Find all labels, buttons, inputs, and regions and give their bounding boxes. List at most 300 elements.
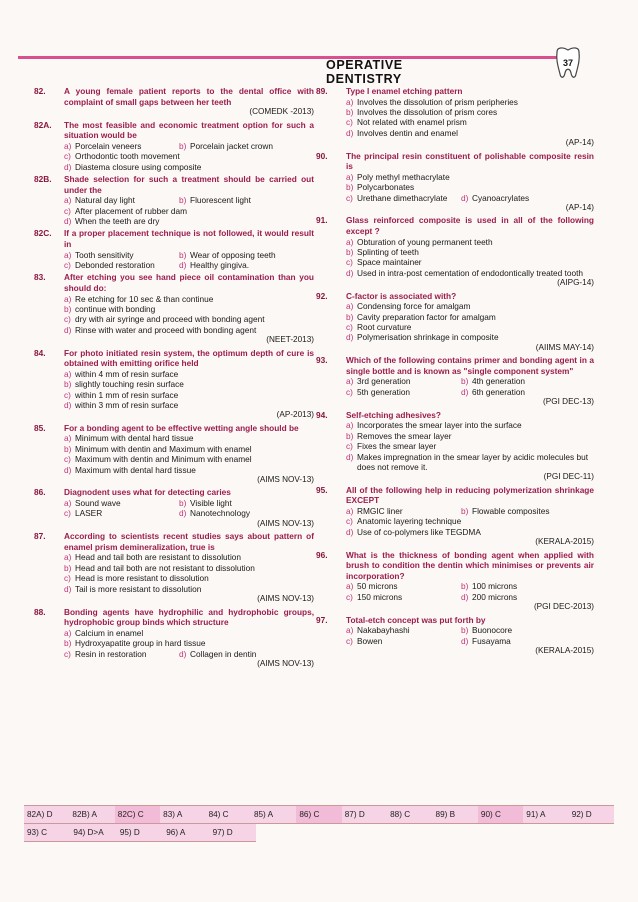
- option: [64, 649, 179, 659]
- option: [346, 107, 594, 117]
- option-text: Space maintainer: [357, 257, 422, 268]
- option-text: 50 microns: [357, 581, 398, 592]
- question-text: A young female patient reports to the dental office with complaint of small gaps between her teeth: [64, 86, 314, 107]
- question-number: 89.: [316, 86, 328, 96]
- option-text: Polymerisation shrinkage in composite: [357, 332, 499, 343]
- option: [346, 506, 461, 516]
- option-text: Nakabayhashi: [357, 625, 410, 636]
- option-text: Nanotechnology: [190, 508, 250, 519]
- answer-cell: 87) D: [344, 810, 365, 819]
- question-number: 82B.: [34, 174, 52, 184]
- option: [64, 508, 179, 518]
- option-text: 5th generation: [357, 386, 411, 397]
- option-text: Minimum with dentin and Maximum with enamel: [75, 443, 252, 454]
- option: [461, 581, 517, 591]
- option-text: When the teeth are dry: [75, 216, 160, 226]
- option-letter: a): [64, 552, 72, 563]
- option-letter: c): [64, 260, 71, 270]
- option-letter: b): [179, 140, 187, 151]
- option-text: Sound wave: [75, 498, 121, 509]
- option-letter: a): [346, 236, 354, 247]
- option-text: Involves the dissolution of prism peripheries: [357, 96, 518, 107]
- option: [64, 628, 314, 638]
- option-row: [64, 250, 314, 260]
- answer-cell: 97) D: [212, 828, 233, 837]
- option-text: Head and tail both are resistant to dissolution: [75, 552, 242, 563]
- answer-cell: 82C) C: [115, 806, 160, 823]
- option-letter: d): [179, 648, 187, 659]
- option: [64, 314, 314, 324]
- option-text: Rinse with water and proceed with bonding agent: [75, 324, 257, 335]
- option: [346, 172, 594, 182]
- option-text: Splinting of teeth: [357, 247, 419, 258]
- option: [346, 527, 594, 537]
- question: [316, 550, 594, 613]
- option-row: [64, 649, 314, 659]
- option-row: [346, 581, 594, 591]
- option-letter: c): [346, 635, 353, 646]
- answer-cell: 96) A: [166, 828, 186, 837]
- option-letter: d): [461, 635, 469, 646]
- option-text: Hydroxyapatite group in hard tissue: [75, 638, 206, 649]
- header-rule: [18, 56, 564, 59]
- option: [346, 237, 594, 247]
- question: [34, 487, 314, 529]
- option-letter: d): [346, 526, 354, 537]
- option-row: [346, 592, 594, 602]
- tooth-icon: [553, 46, 583, 80]
- option: [64, 390, 314, 400]
- question-text: After etching you see hand piece oil contamination than you should do:: [64, 272, 314, 293]
- option-text: Tooth sensitivity: [75, 249, 134, 260]
- option-letter: a): [64, 627, 72, 638]
- question: [316, 355, 594, 407]
- question-text: For a bonding agent to be effective wetting angle should be: [64, 422, 299, 433]
- exam-source: (AP-2013): [276, 410, 314, 420]
- option: [64, 454, 314, 464]
- question: [34, 174, 314, 226]
- option-letter: d): [461, 591, 469, 602]
- option-letter: c): [64, 151, 71, 162]
- option: [346, 257, 594, 267]
- question-number: 83.: [34, 272, 46, 283]
- option-text: Porcelain veneers: [75, 140, 142, 151]
- answer-cell: 88) C: [390, 810, 411, 819]
- answer-row: [24, 806, 614, 824]
- option-text: Porcelain jacket crown: [190, 140, 274, 151]
- exam-source: (AIMS NOV-13): [257, 475, 314, 485]
- option-text: dry with air syringe and proceed with bonding agent: [75, 314, 265, 325]
- option-text: within 4 mm of resin surface: [75, 368, 179, 379]
- question: [34, 272, 314, 345]
- option-letter: a): [64, 195, 72, 206]
- option-text: Orthodontic tooth movement: [75, 151, 180, 162]
- option: [461, 387, 525, 397]
- question: [34, 607, 314, 670]
- question: [316, 485, 594, 548]
- exam-source: (AIPG-14): [557, 278, 594, 288]
- option: [346, 625, 461, 635]
- option-row: [346, 506, 594, 516]
- option-letter: c): [64, 389, 71, 400]
- option: [461, 506, 549, 516]
- option: [64, 250, 179, 260]
- option: [346, 452, 594, 473]
- question-text: What is the thickness of bonding agent when applied with brush to condition the dentin which minimises or prevents air incorporation?: [346, 549, 594, 581]
- exam-source: (AIMS NOV-13): [257, 658, 314, 668]
- option-letter: b): [461, 625, 469, 636]
- question-text: According to scientists recent studies says about pattern of enamel prism demineralization, true is: [64, 531, 314, 552]
- option-text: Calcium in enamel: [75, 627, 144, 638]
- exam-source: (NEET-2013): [266, 335, 314, 345]
- question-number: 84.: [34, 347, 46, 358]
- option-text: Healthy gingiva.: [190, 260, 250, 270]
- option-row: [64, 195, 314, 205]
- question-number: 86.: [34, 487, 46, 498]
- option: [346, 182, 594, 192]
- option: [346, 516, 594, 526]
- option: [179, 260, 249, 270]
- option-text: Tail is more resistant to dissolution: [75, 583, 202, 594]
- question-number: 91.: [316, 215, 328, 226]
- option-letter: b): [346, 107, 354, 117]
- option-text: Maximum with dentin and Minimum with enamel: [75, 454, 252, 465]
- option: [346, 322, 594, 332]
- question: [34, 531, 314, 604]
- exam-source: (KERALA-2015): [535, 645, 594, 655]
- option-letter: b): [64, 638, 72, 649]
- option: [346, 332, 594, 342]
- option-row: [64, 260, 314, 270]
- option: [64, 584, 314, 594]
- option: [64, 552, 314, 562]
- answer-cell: 84) C: [208, 810, 229, 819]
- option-letter: c): [64, 205, 71, 216]
- answer-cell: 82A) D: [27, 810, 53, 819]
- option-letter: d): [64, 216, 72, 226]
- question-number: 94.: [316, 409, 328, 420]
- question-number: 87.: [34, 531, 46, 542]
- option-letter: d): [346, 127, 354, 138]
- option-letter: c): [346, 516, 353, 527]
- option: [64, 141, 179, 151]
- answer-cell: 86) C: [296, 806, 341, 823]
- option: [64, 498, 179, 508]
- option-text: Root curvature: [357, 322, 412, 333]
- option-letter: b): [179, 195, 187, 206]
- option-text: 150 microns: [357, 591, 403, 602]
- option-letter: c): [64, 573, 71, 584]
- option-letter: a): [64, 249, 72, 260]
- option-letter: a): [64, 433, 72, 444]
- option-letter: b): [346, 247, 354, 258]
- option: [64, 369, 314, 379]
- question-number: 82.: [34, 86, 46, 96]
- answer-key: [24, 805, 614, 842]
- answer-cell: 94) D>A: [73, 828, 104, 837]
- answer-cell: 83) A: [163, 810, 183, 819]
- option: [64, 216, 314, 226]
- question: [316, 615, 594, 657]
- option-letter: d): [64, 400, 72, 411]
- option: [461, 625, 512, 635]
- option-letter: a): [64, 293, 72, 304]
- option: [346, 387, 461, 397]
- option-letter: c): [346, 117, 353, 128]
- question-text: Diagnodent uses what for detecting caries: [64, 487, 231, 498]
- option: [346, 193, 461, 203]
- option-text: Not related with enamel prism: [357, 117, 467, 128]
- option-letter: a): [346, 96, 354, 107]
- answer-cell: 93) C: [27, 828, 48, 837]
- option-letter: b): [346, 311, 354, 322]
- question: [34, 348, 314, 421]
- question-number: 95.: [316, 484, 328, 495]
- option: [461, 636, 511, 646]
- option: [346, 301, 594, 311]
- option-letter: d): [179, 260, 187, 270]
- option: [64, 563, 314, 573]
- option-text: Urethane dimethacrylate: [357, 192, 448, 203]
- question-text: Bonding agents have hydrophilic and hydrophobic groups, hydrophobic group binds which structure: [64, 606, 314, 628]
- question: [316, 151, 594, 214]
- question-number: 92.: [316, 290, 328, 301]
- question: [34, 228, 314, 270]
- option-letter: a): [346, 581, 354, 592]
- option-text: Fixes the smear layer: [357, 441, 437, 452]
- option: [346, 592, 461, 602]
- option-letter: c): [346, 322, 353, 333]
- option: [346, 128, 594, 138]
- option: [179, 508, 250, 518]
- option-text: Wear of opposing teeth: [190, 249, 276, 260]
- option-text: RMGIC liner: [357, 505, 403, 516]
- option-letter: c): [346, 386, 353, 397]
- question-number: 93.: [316, 355, 328, 366]
- option-letter: d): [346, 267, 354, 278]
- option-row: [346, 376, 594, 386]
- option-text: 100 microns: [472, 581, 518, 592]
- option: [179, 141, 273, 151]
- question-text: For photo initiated resin system, the optimum depth of cure is obtained with emitting orifice held: [64, 347, 314, 369]
- answer-cell: 85) A: [253, 810, 274, 819]
- option-text: Minimum with dental hard tissue: [75, 433, 194, 444]
- option-text: Visible light: [190, 498, 232, 509]
- option-letter: b): [346, 430, 354, 441]
- option: [461, 592, 517, 602]
- option: [64, 162, 314, 172]
- answer-cell: 92) D: [571, 810, 592, 819]
- option: [461, 376, 525, 386]
- option-row: [346, 636, 594, 646]
- option-letter: c): [64, 454, 71, 465]
- option-text: Poly methyl methacrylate: [357, 171, 450, 182]
- option-letter: b): [461, 505, 469, 516]
- option-text: Buonocore: [472, 625, 513, 636]
- option-letter: c): [64, 648, 71, 659]
- option-letter: d): [64, 583, 72, 594]
- option-text: Obturation of young permanent teeth: [357, 236, 493, 247]
- option-letter: d): [64, 324, 72, 335]
- option: [461, 193, 529, 203]
- option-letter: a): [346, 420, 354, 431]
- option-letter: a): [64, 498, 72, 509]
- question-text: Which of the following contains primer and bonding agent in a single bottle and is known as "single component system": [346, 355, 594, 376]
- option: [346, 376, 461, 386]
- option-text: continue with bonding: [75, 304, 156, 314]
- option-row: [64, 508, 314, 518]
- question-text: Type I enamel etching pattern: [346, 86, 463, 96]
- question-text: If a proper placement technique is not followed, it would result in: [64, 228, 314, 249]
- option-letter: d): [346, 332, 354, 343]
- option: [346, 97, 594, 107]
- right-column: [316, 86, 594, 658]
- option: [64, 151, 314, 161]
- exam-source: (AIMS NOV-13): [257, 518, 314, 528]
- option-text: Natural day light: [75, 195, 135, 206]
- option-text: within 3 mm of resin surface: [75, 400, 179, 411]
- question-text: All of the following help in reducing polymerization shrinkage EXCEPT: [346, 484, 594, 506]
- question-text: C-factor is associated with?: [346, 290, 457, 301]
- question: [34, 120, 314, 172]
- option-row: [346, 387, 594, 397]
- option-row: [64, 498, 314, 508]
- question-number: 88.: [34, 606, 46, 617]
- question: [34, 86, 314, 118]
- exam-source: (AP-14): [565, 203, 594, 213]
- option-text: slightly touching resin surface: [75, 379, 184, 390]
- option-letter: b): [64, 562, 72, 573]
- option-letter: a): [346, 301, 354, 312]
- option-text: Cyanoacrylates: [472, 192, 530, 203]
- option: [179, 250, 276, 260]
- option-text: Bowen: [357, 635, 383, 646]
- question: [316, 215, 594, 288]
- question-text: Self-etching adhesives?: [346, 409, 441, 420]
- option: [64, 294, 314, 304]
- option-text: Involves dentin and enamel: [357, 127, 459, 138]
- answer-cell: 95) D: [119, 828, 140, 837]
- option-text: Head is more resistant to dissolution: [75, 573, 209, 584]
- option-text: 200 microns: [472, 591, 518, 602]
- option: [64, 638, 314, 648]
- option: [64, 260, 179, 270]
- option-letter: a): [346, 505, 354, 516]
- option-text: Polycarbonates: [357, 182, 415, 193]
- option-text: Condensing force for amalgam: [357, 301, 471, 312]
- option-letter: b): [64, 379, 72, 390]
- option-text: 6th generation: [472, 386, 526, 397]
- option-text: Head and tail both are not resistant to dissolution: [75, 562, 255, 573]
- option-letter: d): [461, 192, 469, 203]
- option-letter: d): [461, 386, 469, 397]
- option-row: [346, 625, 594, 635]
- option-letter: b): [64, 443, 72, 454]
- option-letter: c): [64, 314, 71, 325]
- option: [346, 441, 594, 451]
- option-text: Involves the dissolution of prism cores: [357, 107, 498, 117]
- option-letter: b): [64, 304, 72, 314]
- left-column: [34, 86, 314, 671]
- question-text: Shade selection for such a treatment should be carried out under the: [64, 174, 314, 195]
- option-letter: a): [64, 368, 72, 379]
- option-letter: a): [346, 171, 354, 182]
- option-text: Fusayama: [472, 635, 511, 646]
- option: [346, 431, 594, 441]
- option: [64, 206, 314, 216]
- option: [64, 325, 314, 335]
- question-number: 90.: [316, 150, 328, 161]
- option-text: Removes the smear layer: [357, 430, 452, 441]
- option: [64, 433, 314, 443]
- option: [346, 117, 594, 127]
- option-text: Resin in restoration: [75, 648, 147, 659]
- question-number: 85.: [34, 422, 46, 433]
- option-letter: c): [346, 257, 353, 268]
- question-number: 96.: [316, 549, 328, 560]
- option-letter: d): [64, 464, 72, 475]
- question-text: Total-etch concept was put forth by: [346, 614, 486, 625]
- option: [64, 465, 314, 475]
- page-number: 37: [562, 58, 574, 68]
- option-letter: b): [461, 581, 469, 592]
- option-letter: c): [346, 591, 353, 602]
- option-letter: b): [179, 498, 187, 509]
- option-text: Collagen in dentin: [190, 648, 257, 659]
- option-text: Use of co-polymers like TEGDMA: [357, 526, 481, 537]
- question: [316, 410, 594, 483]
- option: [346, 636, 461, 646]
- exam-source: (AP-14): [565, 138, 594, 148]
- option: [179, 649, 256, 659]
- option-letter: c): [346, 192, 353, 203]
- exam-source: (PGI DEC-2013): [533, 602, 594, 612]
- option-text: Maximum with dental hard tissue: [75, 464, 196, 475]
- exam-source: (AIIMS MAY-14): [535, 342, 594, 352]
- option: [64, 195, 179, 205]
- option-letter: c): [64, 508, 71, 519]
- option-text: After placement of rubber dam: [75, 205, 188, 216]
- option-text: 3rd generation: [357, 376, 411, 387]
- option-text: Makes impregnation in the smear layer by acidic molecules but does not remove it.: [357, 451, 589, 472]
- option-letter: c): [346, 441, 353, 452]
- option-text: within 1 mm of resin surface: [75, 389, 179, 400]
- answer-cell: 90) C: [478, 806, 523, 823]
- answer-cell: 89) B: [435, 810, 456, 819]
- option: [64, 400, 314, 410]
- option-text: 4th generation: [472, 376, 526, 387]
- option: [346, 581, 461, 591]
- option: [64, 573, 314, 583]
- option-text: Incorporates the smear layer into the surface: [357, 420, 522, 431]
- option-text: Re etching for 10 sec & than continue: [75, 293, 214, 304]
- option: [346, 420, 594, 430]
- exam-source: (PGI DEC-13): [543, 397, 594, 407]
- option-letter: d): [346, 451, 354, 462]
- answer-row: [24, 824, 256, 842]
- question: [316, 86, 594, 149]
- option-letter: a): [346, 376, 354, 387]
- option-text: Used in intra-post cementation of endodontically treated tooth: [357, 267, 583, 278]
- question-number: 82A.: [34, 119, 52, 130]
- option-letter: b): [461, 376, 469, 387]
- question-text: The most feasible and economic treatment option for such a situation would be: [64, 119, 314, 141]
- option-text: Diastema closure using composite: [75, 161, 202, 172]
- option-text: Cavity preparation factor for amalgam: [357, 311, 496, 322]
- option: [346, 312, 594, 322]
- option-letter: b): [346, 182, 354, 193]
- question-text: Glass reinforced composite is used in all of the following except ?: [346, 215, 594, 237]
